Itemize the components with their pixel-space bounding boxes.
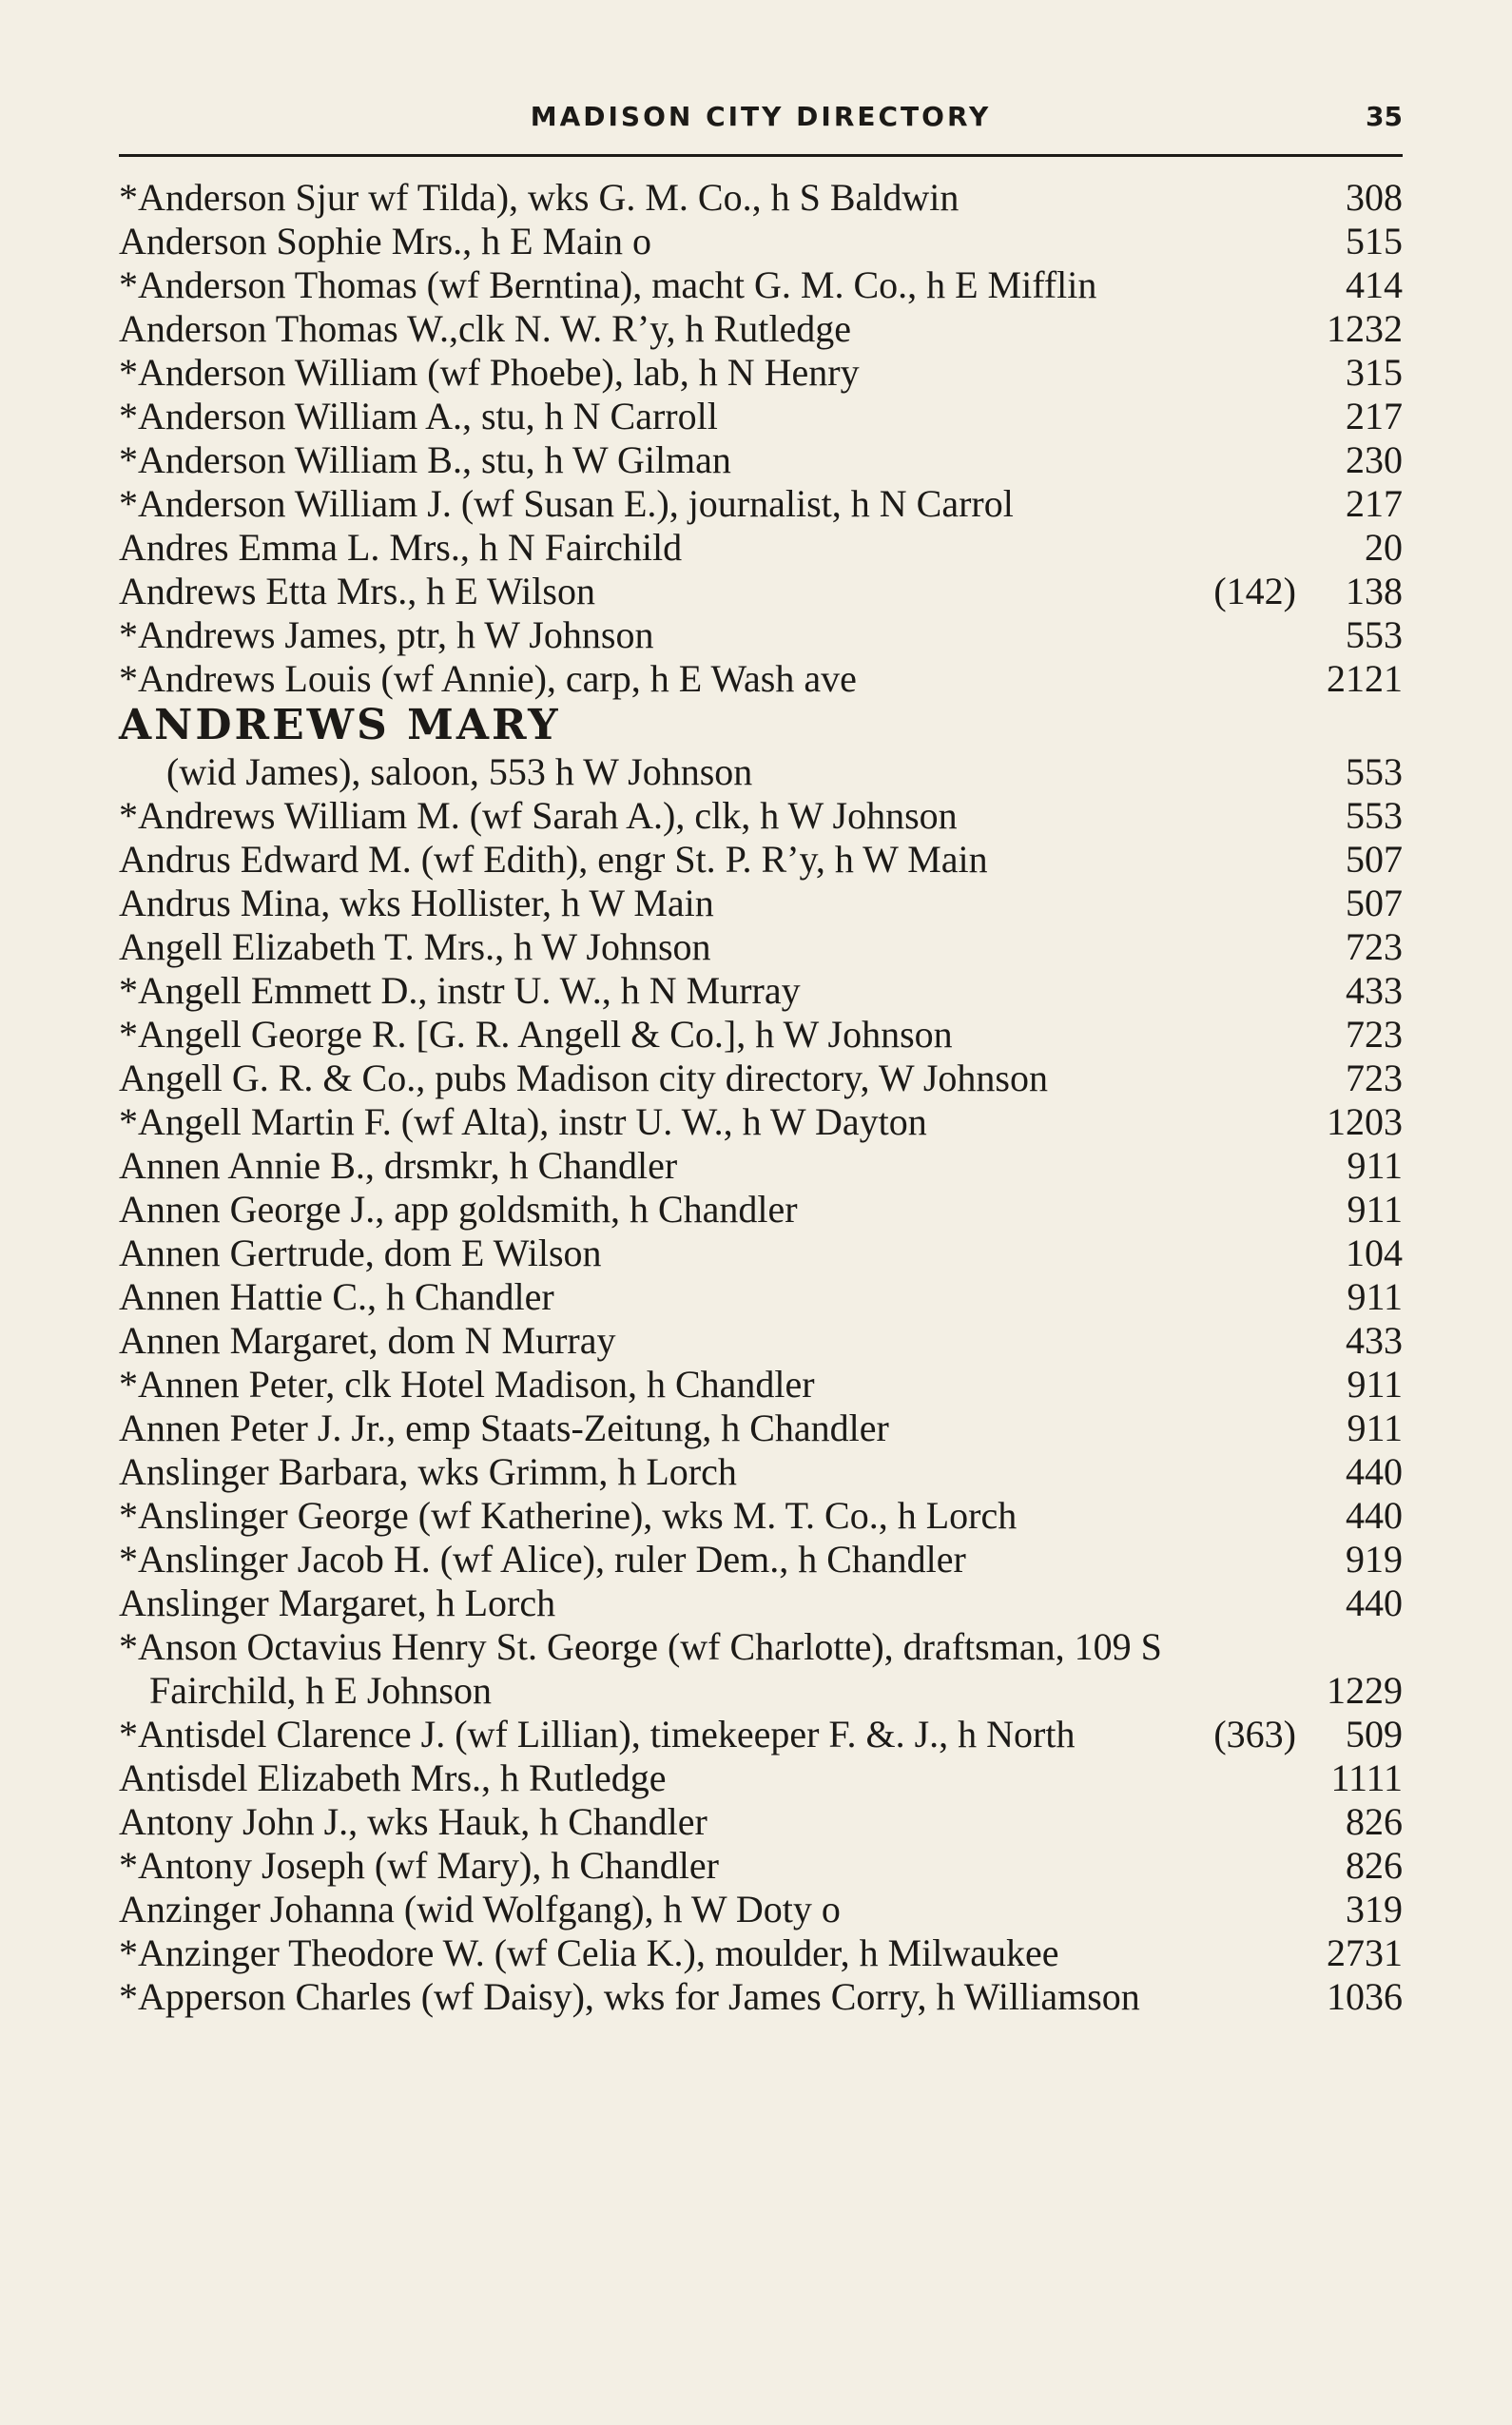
entry-house-number: 433 <box>1346 1319 1403 1362</box>
entry-house-number: 1111 <box>1330 1756 1403 1799</box>
directory-entry <box>119 1931 1403 1975</box>
entry-text: *Andrews James, ptr, h W Johnson <box>119 613 654 656</box>
entry-house-number: 911 <box>1347 1406 1403 1449</box>
entry-house-number: 723 <box>1346 925 1403 968</box>
directory-entry <box>119 613 1403 657</box>
entry-text: *Anslinger Jacob H. (wf Alice), ruler Dem., h Chandler <box>119 1538 966 1581</box>
entry-house-number: 553 <box>1346 750 1403 793</box>
entry-house-number: 723 <box>1346 1057 1403 1099</box>
entry-house-number: 911 <box>1347 1275 1403 1318</box>
directory-entry <box>119 1538 1403 1581</box>
directory-entry <box>119 969 1403 1013</box>
directory-entry <box>119 1275 1403 1319</box>
entry-house-number: 217 <box>1346 395 1403 437</box>
entry-house-number: 1036 <box>1327 1975 1403 2018</box>
entry-house-number: 20 <box>1365 526 1403 569</box>
entry-text: Angell Elizabeth T. Mrs., h W Johnson <box>119 925 711 968</box>
entry-text: Annen Margaret, dom N Murray <box>119 1319 616 1362</box>
entry-house-number: 2121 <box>1327 657 1403 700</box>
entry-house-number: 911 <box>1347 1363 1403 1406</box>
entry-house-number: 507 <box>1346 882 1403 924</box>
entry-house-number: 1232 <box>1327 307 1403 350</box>
directory-entry <box>119 750 1403 794</box>
entry-text: Annen Hattie C., h Chandler <box>119 1275 554 1318</box>
entry-text: *Anderson William A., stu, h N Carroll <box>119 395 718 437</box>
directory-entry <box>119 1494 1403 1538</box>
directory-entry <box>119 482 1403 526</box>
entry-text: Annen Annie B., drsmkr, h Chandler <box>119 1144 678 1187</box>
entry-house-number: 826 <box>1346 1844 1403 1887</box>
directory-entry <box>119 307 1403 351</box>
entry-house-number: 104 <box>1346 1232 1403 1274</box>
directory-entry <box>119 838 1403 882</box>
entry-text: Annen Peter J. Jr., emp Staats-Zeitung, h Chandler <box>119 1406 889 1449</box>
entry-house-number: 230 <box>1346 438 1403 481</box>
directory-listing <box>119 176 1403 2019</box>
entry-text: *Anderson Sjur wf Tilda), wks G. M. Co., h S Baldwin <box>119 176 960 219</box>
entry-house-number: 1203 <box>1327 1100 1403 1143</box>
header-rule <box>119 154 1403 157</box>
directory-entry <box>119 526 1403 570</box>
entry-reference: (142) <box>1213 570 1296 612</box>
directory-entry <box>119 1057 1403 1100</box>
entry-text: (wid James), saloon, 553 h W Johnson <box>166 750 753 793</box>
directory-entry <box>119 438 1403 482</box>
directory-entry <box>119 1406 1403 1450</box>
entry-text: *Antony Joseph (wf Mary), h Chandler <box>119 1844 719 1887</box>
entry-text: Annen George J., app goldsmith, h Chandler <box>119 1188 798 1231</box>
entry-text: Anderson Sophie Mrs., h E Main o <box>119 220 651 262</box>
entry-house-number: 315 <box>1346 351 1403 394</box>
entry-text: Anzinger Johanna (wid Wolfgang), h W Doty o <box>119 1888 841 1930</box>
entry-house-number: 440 <box>1346 1581 1403 1624</box>
directory-entry <box>119 570 1403 613</box>
directory-entry <box>119 1319 1403 1363</box>
entry-house-number: 509 <box>1346 1713 1403 1756</box>
directory-entry <box>119 1232 1403 1275</box>
directory-entry <box>119 1581 1403 1625</box>
directory-entry <box>119 1363 1403 1406</box>
directory-entry <box>119 1888 1403 1931</box>
entry-text: *Anslinger George (wf Katherine), wks M. T. Co., h Lorch <box>119 1494 1018 1537</box>
entry-house-number: 553 <box>1346 613 1403 656</box>
directory-entry <box>119 176 1403 220</box>
entry-text: ANDREWS MARY <box>119 701 561 749</box>
entry-text: *Angell Emmett D., instr U. W., h N Murray <box>119 969 801 1012</box>
directory-entry <box>119 1625 1403 1713</box>
directory-entry <box>119 1975 1403 2019</box>
entry-text: *Anderson William (wf Phoebe), lab, h N Henry <box>119 351 860 394</box>
entry-house-number: 319 <box>1346 1888 1403 1930</box>
directory-entry <box>119 1188 1403 1232</box>
directory-entry <box>119 1756 1403 1800</box>
entry-house-number: 919 <box>1346 1538 1403 1581</box>
entry-text: *Angell George R. [G. R. Angell & Co.], h W Johnson <box>119 1013 953 1056</box>
entry-text: Antisdel Elizabeth Mrs., h Rutledge <box>119 1756 667 1799</box>
directory-entry <box>119 1013 1403 1057</box>
directory-entry <box>119 882 1403 925</box>
entry-text: Anslinger Barbara, wks Grimm, h Lorch <box>119 1450 737 1493</box>
directory-entry <box>119 263 1403 307</box>
entry-text: Andrews Etta Mrs., h E Wilson <box>119 570 595 612</box>
directory-entry <box>119 794 1403 838</box>
entry-text: Andrus Mina, wks Hollister, h W Main <box>119 882 714 924</box>
directory-entry <box>119 657 1403 701</box>
entry-house-number: 553 <box>1346 794 1403 837</box>
entry-text: *Anderson Thomas (wf Berntina), macht G. M. Co., h E Mifflin <box>119 263 1097 306</box>
entry-text: *Anderson William J. (wf Susan E.), journalist, h N Carrol <box>119 482 1014 525</box>
directory-entry <box>119 925 1403 969</box>
page-header <box>119 95 1403 152</box>
entry-house-number: 1229 <box>1327 1669 1403 1712</box>
entry-text: Angell G. R. & Co., pubs Madison city directory, W Johnson <box>119 1057 1048 1099</box>
entry-text: *Andrews William M. (wf Sarah A.), clk, h W Johnson <box>119 794 958 837</box>
directory-entry <box>119 395 1403 438</box>
entry-house-number: 433 <box>1346 969 1403 1012</box>
directory-entry <box>119 1713 1403 1756</box>
directory-entry <box>119 220 1403 263</box>
entry-house-number: 2731 <box>1327 1931 1403 1974</box>
entry-house-number: 911 <box>1347 1144 1403 1187</box>
directory-entry <box>119 351 1403 395</box>
directory-entry <box>119 1450 1403 1494</box>
entry-house-number: 911 <box>1347 1188 1403 1231</box>
entry-house-number: 440 <box>1346 1494 1403 1537</box>
entry-house-number: 515 <box>1346 220 1403 262</box>
entry-heading <box>119 701 1403 750</box>
entry-house-number: 723 <box>1346 1013 1403 1056</box>
directory-entry <box>119 1144 1403 1188</box>
entry-text: Andres Emma L. Mrs., h N Fairchild <box>119 526 683 569</box>
entry-house-number: 826 <box>1346 1800 1403 1843</box>
running-title: MADISON CITY DIRECTORY <box>530 101 992 132</box>
entry-text: *Apperson Charles (wf Daisy), wks for James Corry, h Williamson <box>119 1975 1140 2018</box>
entry-house-number: 217 <box>1346 482 1403 525</box>
entry-text: *Anson Octavius Henry St. George (wf Charlotte), draftsman, 109 S Fairchild, h E Johnson <box>119 1625 1162 1712</box>
entry-text: Annen Gertrude, dom E Wilson <box>119 1232 602 1274</box>
entry-house-number: 507 <box>1346 838 1403 881</box>
entry-text: *Andrews Louis (wf Annie), carp, h E Wash ave <box>119 657 857 700</box>
directory-entry <box>119 1100 1403 1144</box>
entry-text: Antony John J., wks Hauk, h Chandler <box>119 1800 708 1843</box>
entry-house-number: 308 <box>1346 176 1403 219</box>
entry-reference: (363) <box>1213 1713 1296 1756</box>
entry-text: Anslinger Margaret, h Lorch <box>119 1581 556 1624</box>
entry-text: Andrus Edward M. (wf Edith), engr St. P. R’y, h W Main <box>119 838 988 881</box>
entry-text: *Angell Martin F. (wf Alta), instr U. W., h W Dayton <box>119 1100 927 1143</box>
entry-text: Anderson Thomas W.,clk N. W. R’y, h Rutledge <box>119 307 851 350</box>
entry-house-number: 440 <box>1346 1450 1403 1493</box>
page-number: 35 <box>1366 101 1403 132</box>
directory-entry <box>119 1800 1403 1844</box>
entry-text: *Anderson William B., stu, h W Gilman <box>119 438 731 481</box>
entry-text: *Anzinger Theodore W. (wf Celia K.), moulder, h Milwaukee <box>119 1931 1059 1974</box>
entry-text: *Antisdel Clarence J. (wf Lillian), timekeeper F. &. J., h North <box>119 1713 1076 1756</box>
entry-house-number: 138 <box>1346 570 1403 612</box>
entry-house-number: 414 <box>1346 263 1403 306</box>
directory-entry <box>119 1844 1403 1888</box>
directory-page <box>119 95 1403 2019</box>
entry-text: *Annen Peter, clk Hotel Madison, h Chandler <box>119 1363 815 1406</box>
